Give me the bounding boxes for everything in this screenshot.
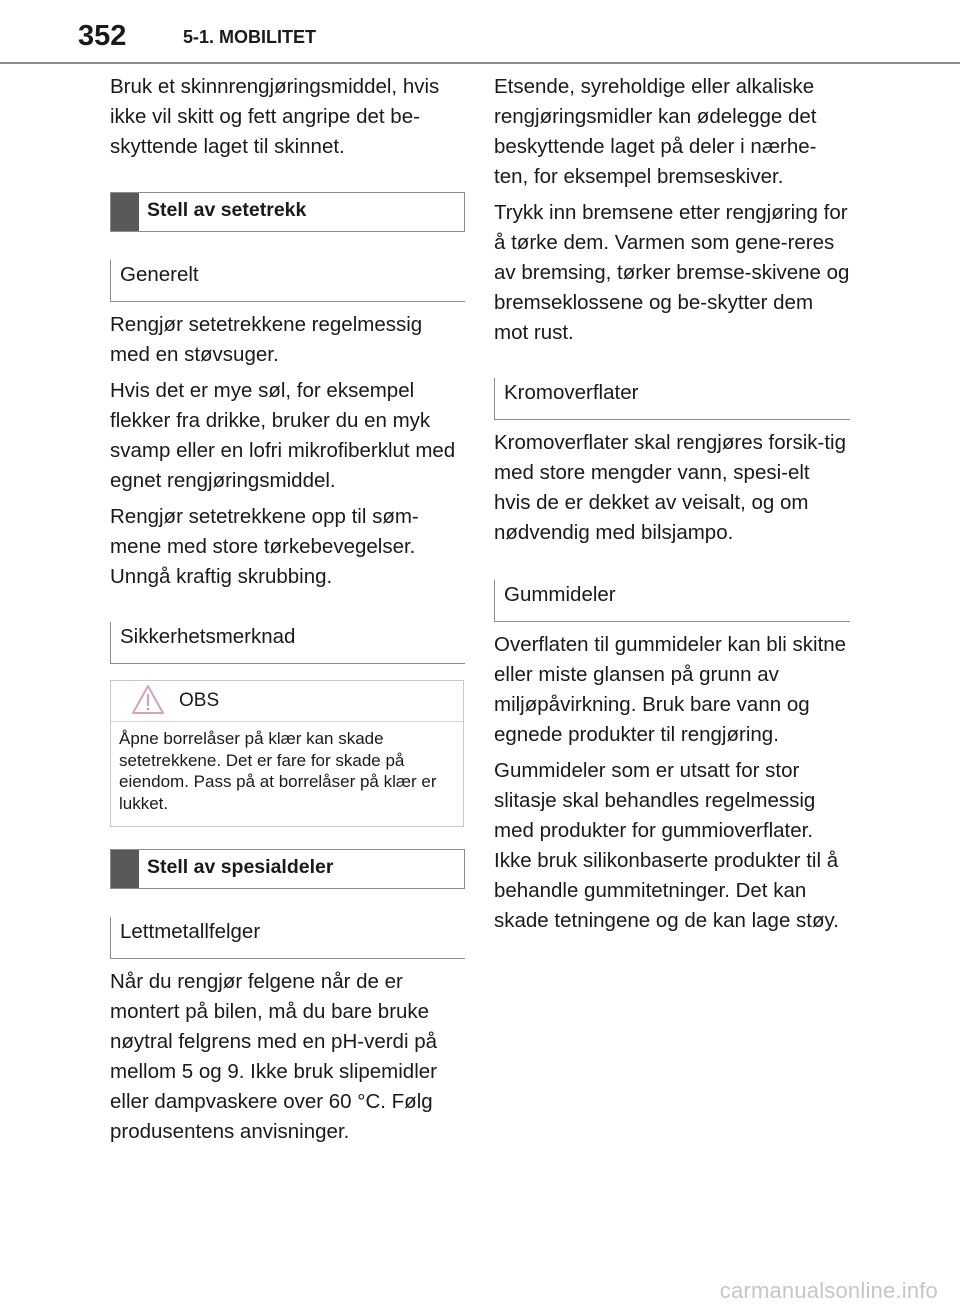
page-number: 352 (78, 20, 127, 52)
paragraph: Etsende, syreholdige eller alkaliske rengjøringsmidler kan ødelegge det beskyttende laget på deler i nærhe-ten, for eksempel bremseskiver. (494, 75, 817, 188)
intro-paragraph: Bruk et skinnrengjøringsmiddel, hvis ikke vil skitt og fett angripe det be-skyttende laget til skinnet. (110, 75, 440, 158)
header-rule (0, 62, 960, 64)
section-band-setetrekk (110, 192, 465, 232)
subheading-gummideler: Gummideler (494, 580, 850, 622)
right-column (494, 72, 850, 942)
paragraph: Overflaten til gummideler kan bli skitne eller miste glansen på grunn av miljøpåvirkning. Bruk bare vann og egnede produkter til rengjøring. (494, 633, 847, 746)
subheading-sikkerhet: Sikkerhetsmerknad (110, 622, 465, 664)
page-header (0, 0, 960, 64)
subheading-lettmetallfelger: Lettmetallfelger (110, 917, 465, 959)
warning-triangle-icon (131, 684, 165, 716)
warning-label: OBS (179, 690, 220, 711)
paragraph: Rengjør setetrekkene opp til søm-mene med store tørkebevegelser. Unngå kraftig skrubbing. (110, 505, 419, 588)
paragraph: Gummideler som er utsatt for stor slitasje skal behandles regelmessig med produkter for gummioverflater. Ikke bruk silikonbaserte produkter til å behandle gummitetninger. Det kan skade tetningene og de kan lage støy. (494, 759, 839, 932)
warning-text: Åpne borrelåser på klær kan skade setetrekkene. Det er fare for skade på eiendom. Pass på at borrelåser på klær er lukket. (119, 729, 437, 813)
warning-box (110, 680, 464, 827)
left-column (110, 72, 465, 1153)
paragraph: Når du rengjør felgene når de er montert på bilen, må du bare bruke nøytral felgrens med en pH-verdi på mellom 5 og 9. Ikke bruk slipemidler eller dampvaskere over 60 °C. Følg produsentens anvisninger. (110, 970, 438, 1143)
paragraph: Trykk inn bremsene etter rengjøring for å tørke dem. Varmen som gene-reres av bremsing, tørker bremse-skivene og bremseklossene og be-skytter dem mot rust. (494, 201, 850, 344)
footer-watermark (0, 1278, 960, 1304)
paragraph: Kromoverflater skal rengjøres forsik-tig med store mengder vann, spesi-elt hvis de er dekket av veisalt, og om nødvendig med bilsjampo. (494, 431, 847, 544)
warning-header (111, 681, 463, 722)
section-band-spesialdeler (110, 849, 465, 889)
subheading-generelt: Generelt (110, 260, 465, 302)
band-marker (111, 850, 139, 888)
section-title: 5-1. MOBILITET (183, 27, 317, 47)
band-title: Stell av setetrekk (147, 199, 307, 221)
paragraph: Hvis det er mye søl, for eksempel flekker fra drikke, bruker du en myk svamp eller en lofri mikrofiberklut med egnet rengjøringsmiddel. (110, 379, 456, 492)
paragraph: Rengjør setetrekkene regelmessig med en støvsuger. (110, 313, 423, 366)
watermark-text: carmanualsonline.info (719, 1278, 938, 1303)
band-marker (111, 193, 139, 231)
band-title: Stell av spesialdeler (147, 856, 334, 878)
subheading-kromoverflater: Kromoverflater (494, 378, 850, 420)
